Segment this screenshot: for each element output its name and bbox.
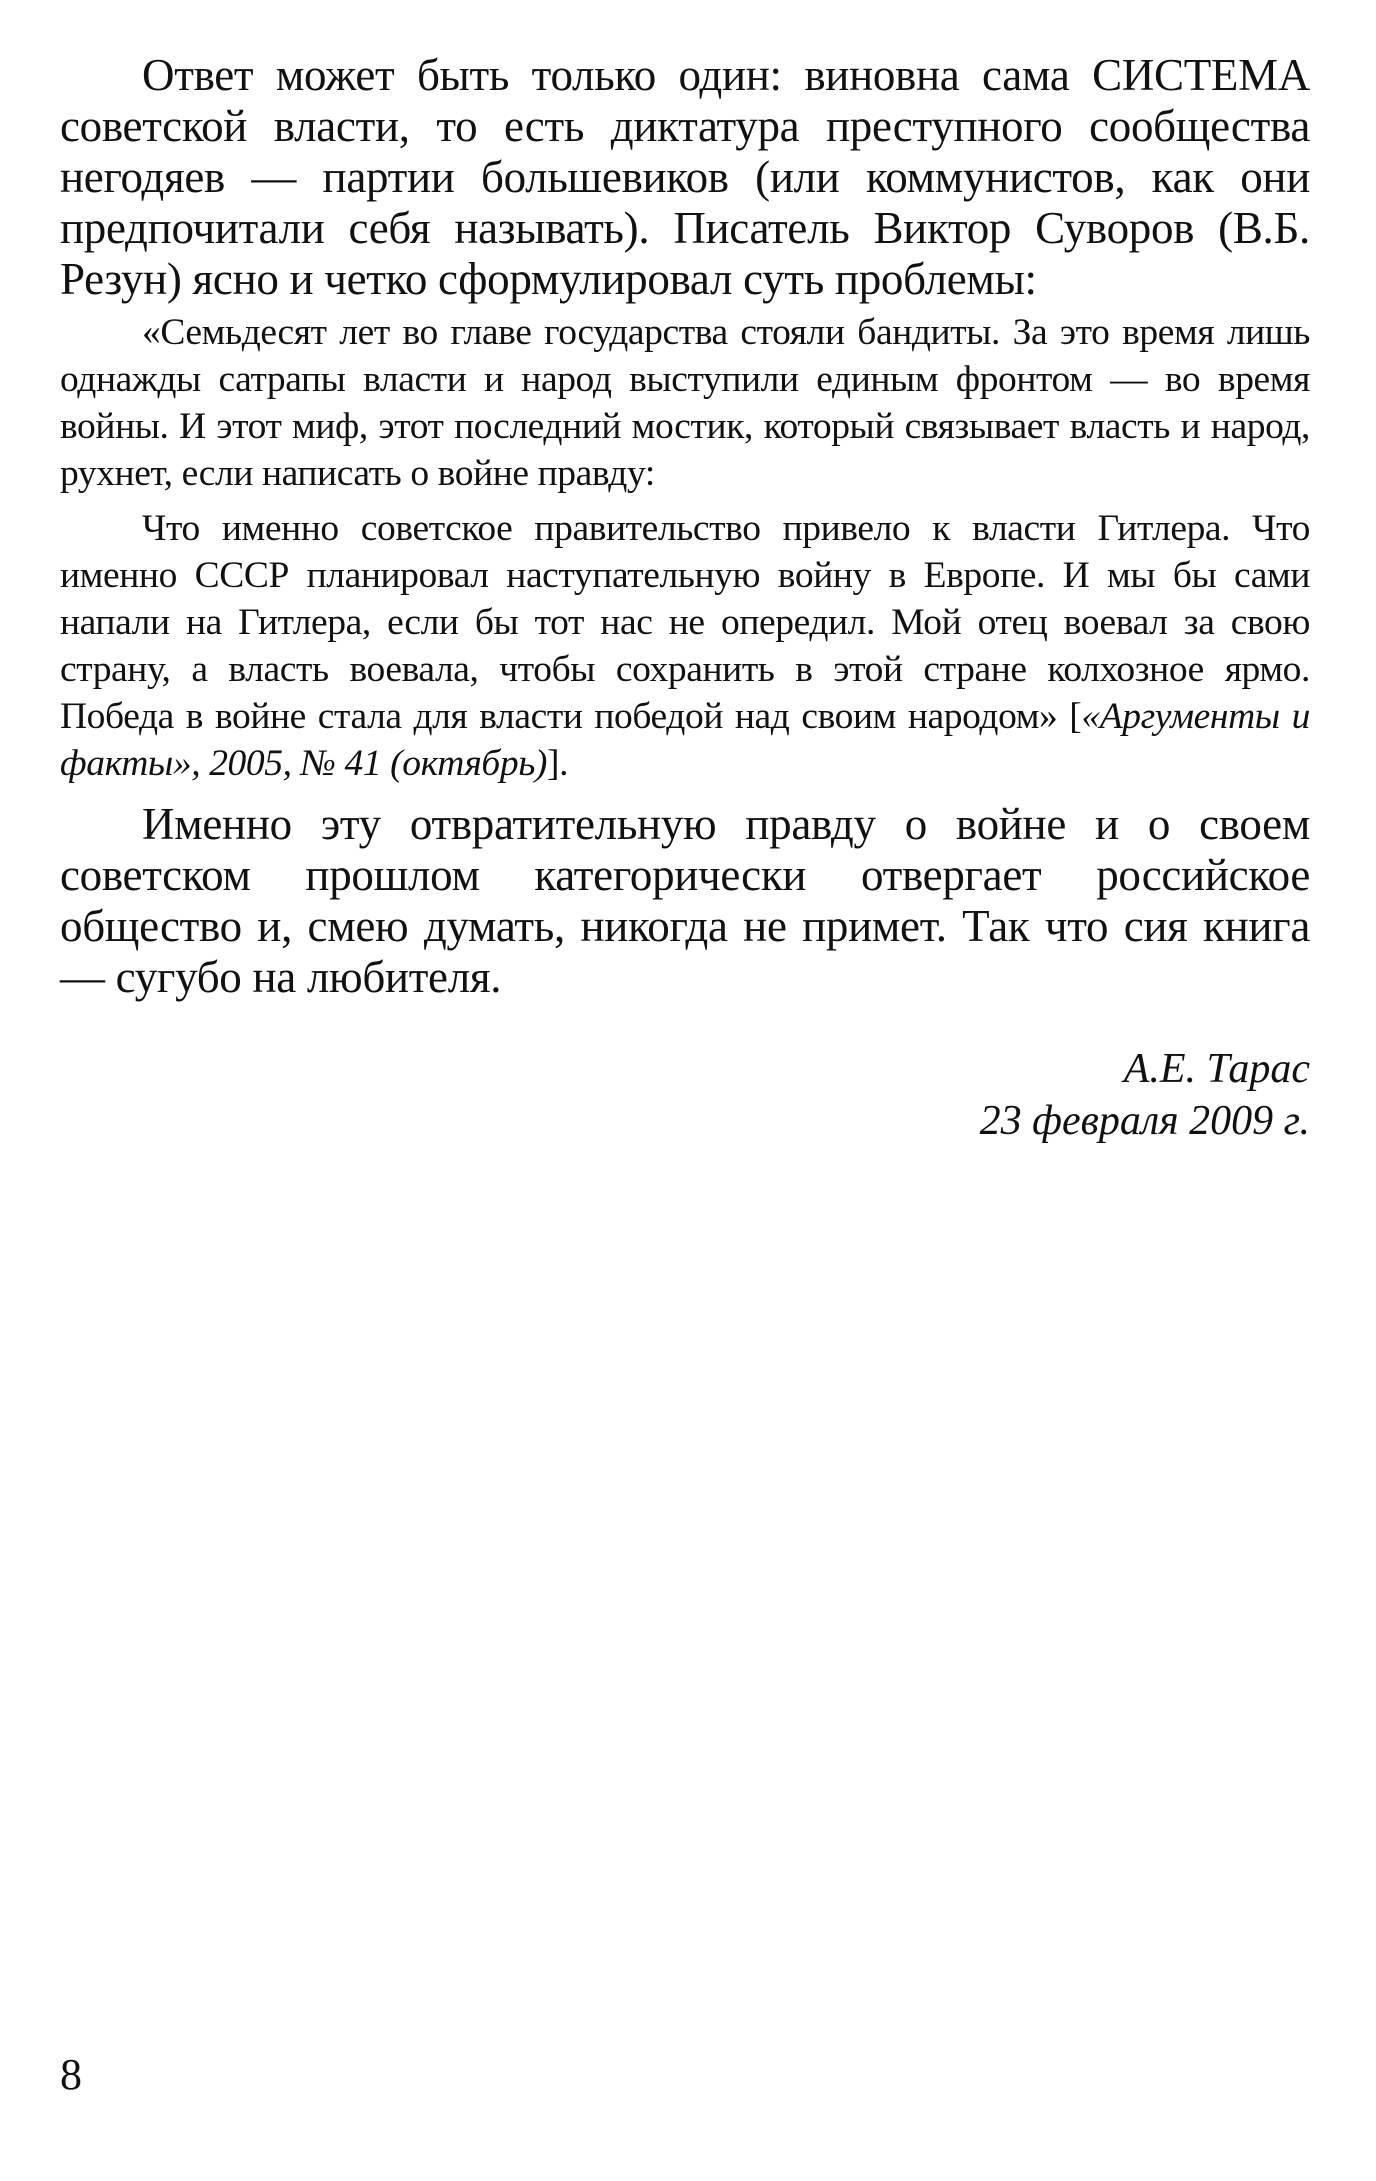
quote-paragraph-1: «Семьдесят лет во главе государства стояли бандиты. За это время лишь однажды сатрапы власти и народ выступили единым фронтом — во время войны. И этот миф, этот последний мостик, который связывает власть и народ, рухнет, если написать о войне правду: — [60, 312, 1310, 494]
page-body — [60, 50, 1310, 1147]
quote-paragraph-2 — [60, 505, 1310, 787]
signature-date: 23 февраля 2009 г. — [979, 1098, 1310, 1144]
signature-block — [60, 1043, 1310, 1147]
paragraph-intro: Ответ может быть только один: виновна сама СИСТЕМА советской власти, то есть диктатура преступного сообщества негодяев — партии большевиков (или коммунистов, как они предпочитали себя называть). Писатель Виктор Суворов (В.Б. Резун) ясно и четко сформулировал суть проблемы: — [60, 50, 1310, 304]
quotation-block — [60, 309, 1310, 787]
paragraph-conclusion: Именно эту отвратительную правду о войне и о своем советском прошлом категорически отвергает российское общество и, смею думать, никогда не примет. Так что сия книга — сугубо на любителя. — [60, 799, 1310, 1002]
page-number: 8 — [60, 2050, 82, 2099]
citation-close-bracket: ]. — [546, 743, 569, 784]
citation-source: «Аргументы и факты», 2005, № 41 (октябрь) — [60, 696, 1311, 784]
signature-author: А.Е. Тарас — [1123, 1046, 1310, 1092]
citation-open-bracket: [ — [1069, 696, 1082, 737]
quote-paragraph-2-text: Что именно советское правительство привело к власти Гитлера. Что именно СССР планировал наступательную войну в Европе. И мы бы сами напали на Гитлера, если бы тот нас не опередил. Мой отец воевал за свою страну, а власть воевала, чтобы сохранить в этой стране колхозное ярмо. Победа в войне стала для власти победой над своим народом» — [60, 508, 1310, 737]
